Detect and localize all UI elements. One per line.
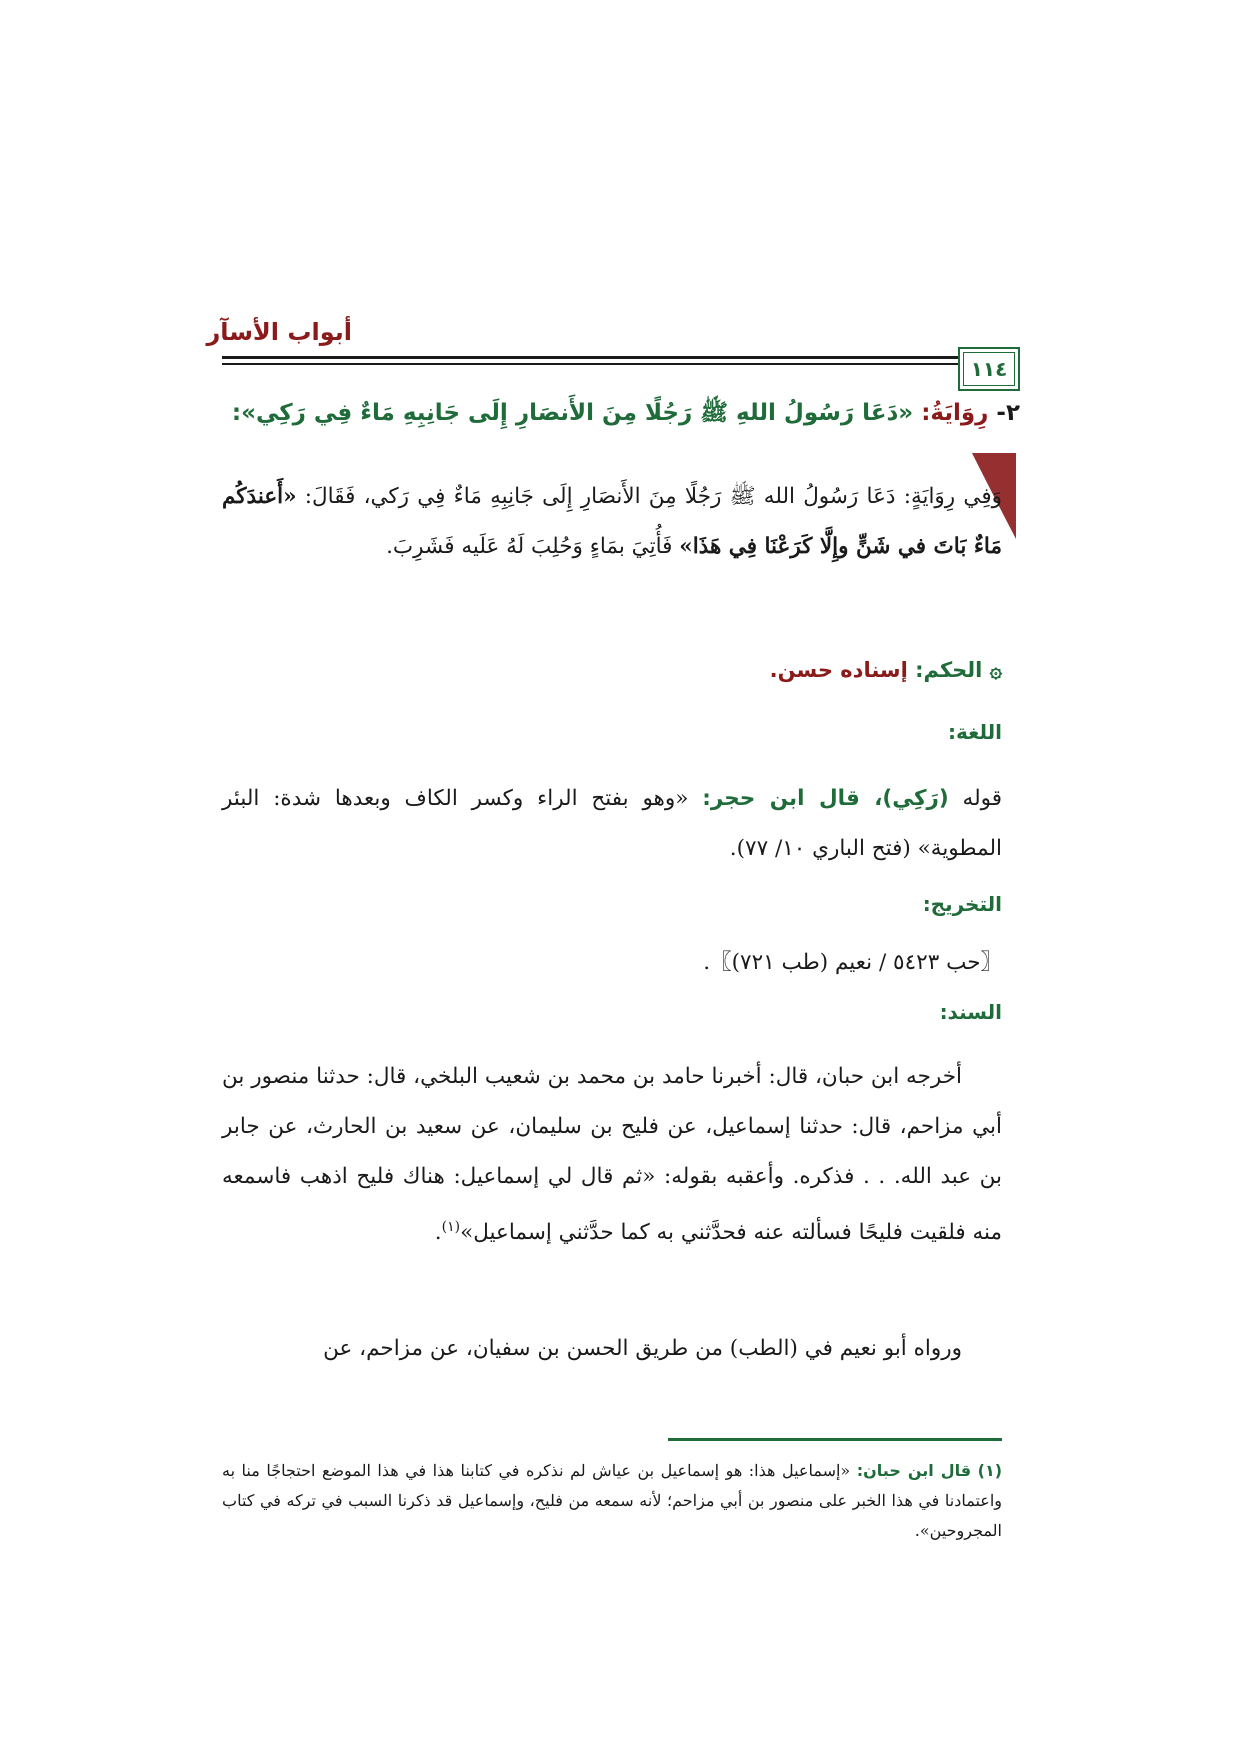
footnote-text: «إسماعيل هذا: هو إسماعيل بن عياش لم نذكره في كتابنا هذا في هذا الموضع احتجاجًا منا به واعتمادنا في هذا الخبر على منصور بن أبي مزاحم؛ لأنه سمعه من فليح، وإسماعيل قد ذكرنا السبب في تركه في كتاب المجروحين».: [222, 1461, 1002, 1540]
page-number: ١١٤: [970, 357, 1008, 381]
page-number-box: [958, 347, 1020, 391]
sanad-paragraph-2: ورواه أبو نعيم في (الطب) من طريق الحسن بن سفيان، عن مزاحم، عن: [323, 1336, 962, 1361]
sanad-paragraph-1: [222, 1052, 1002, 1258]
hadith-title-label: رِوَايَةُ:: [921, 400, 989, 426]
sanad-para1-text: أخرجه ابن حبان، قال: أخبرنا حامد بن محمد بن شعيب البلخي، قال: حدثنا منصور بن أبي مزاحم، قال: حدثنا إسماعيل، عن فليح بن سليمان، عن سعيد بن الحارث، عن جابر بن عبد الله. . . فذكره. وأعقبه بقوله: «ثم قال لي إسماعيل: هناك فليح اذهب فاسمعه منه فلقيت فليحًا فسألته عنه فحدَّثني به كما حدَّثني إسماعيل»: [222, 1064, 1002, 1246]
header-rule-top: [222, 356, 1020, 359]
language-text: [222, 774, 1002, 874]
ruling-label: الحكم:: [915, 658, 983, 682]
sanad-label: السند:: [939, 1000, 1002, 1024]
footnote-label: قال ابن حبان:: [856, 1461, 972, 1480]
footnote-ref[interactable]: (١): [441, 1219, 461, 1235]
footnote-separator: [668, 1438, 1002, 1441]
hadith-text-bold: «أَعندَكُم مَاءٌ بَاتَ في شَنٍّ وإِلَّا كَرَعْنَا فِي هَذَا»: [222, 484, 1002, 559]
hadith-title-quote: «دَعَا رَسُولُ اللهِ ﷺ رَجُلًا مِنَ الأَنصَارِ إِلَى جَانِبِهِ مَاءٌ فِي رَكِي»:: [231, 400, 914, 426]
footnote-marker: (١): [977, 1461, 1003, 1480]
sanad-para1-end: .: [434, 1220, 442, 1246]
ruling-icon: ۞: [989, 658, 1002, 682]
takhrij-text: 〖حب ٥٤٢٣ / نعيم (طب ٧٢١)〗.: [703, 950, 1002, 975]
language-intro: قوله: [948, 786, 1003, 811]
language-label: اللغة:: [948, 720, 1002, 744]
language-body: «وهو بفتح الراء وكسر الكاف وبعدها شدة: البئر المطوية» (فتح الباري ١٠/ ٧٧).: [222, 786, 1002, 861]
ruling-line: [770, 658, 1002, 682]
hadith-text-part2: فَأُتِيَ بمَاءٍ وَحُلِبَ لَهُ عَلَيه فَشَرِبَ.: [386, 534, 680, 559]
hadith-heading: [220, 398, 1020, 432]
hadith-number: ٢-: [996, 400, 1020, 426]
header-rule-bottom: [222, 363, 1020, 365]
chapter-title: أبواب الأسآر: [206, 318, 352, 346]
hadith-text: [222, 472, 1002, 572]
language-word: (رَكِي)، قال ابن حجر:: [702, 786, 949, 811]
takhrij-label: التخريج:: [922, 892, 1002, 916]
hadith-text-part1: وَفِي رِوَايَةٍ: دَعَا رَسُولُ الله ﷺ رَجُلًا مِنَ الأَنصَارِ إِلَى جَانِبِهِ مَاءٌ فِي رَكي، فَقَالَ:: [296, 484, 1002, 509]
ruling-value: إسناده حسن.: [769, 658, 908, 682]
footnote: [222, 1456, 1002, 1546]
